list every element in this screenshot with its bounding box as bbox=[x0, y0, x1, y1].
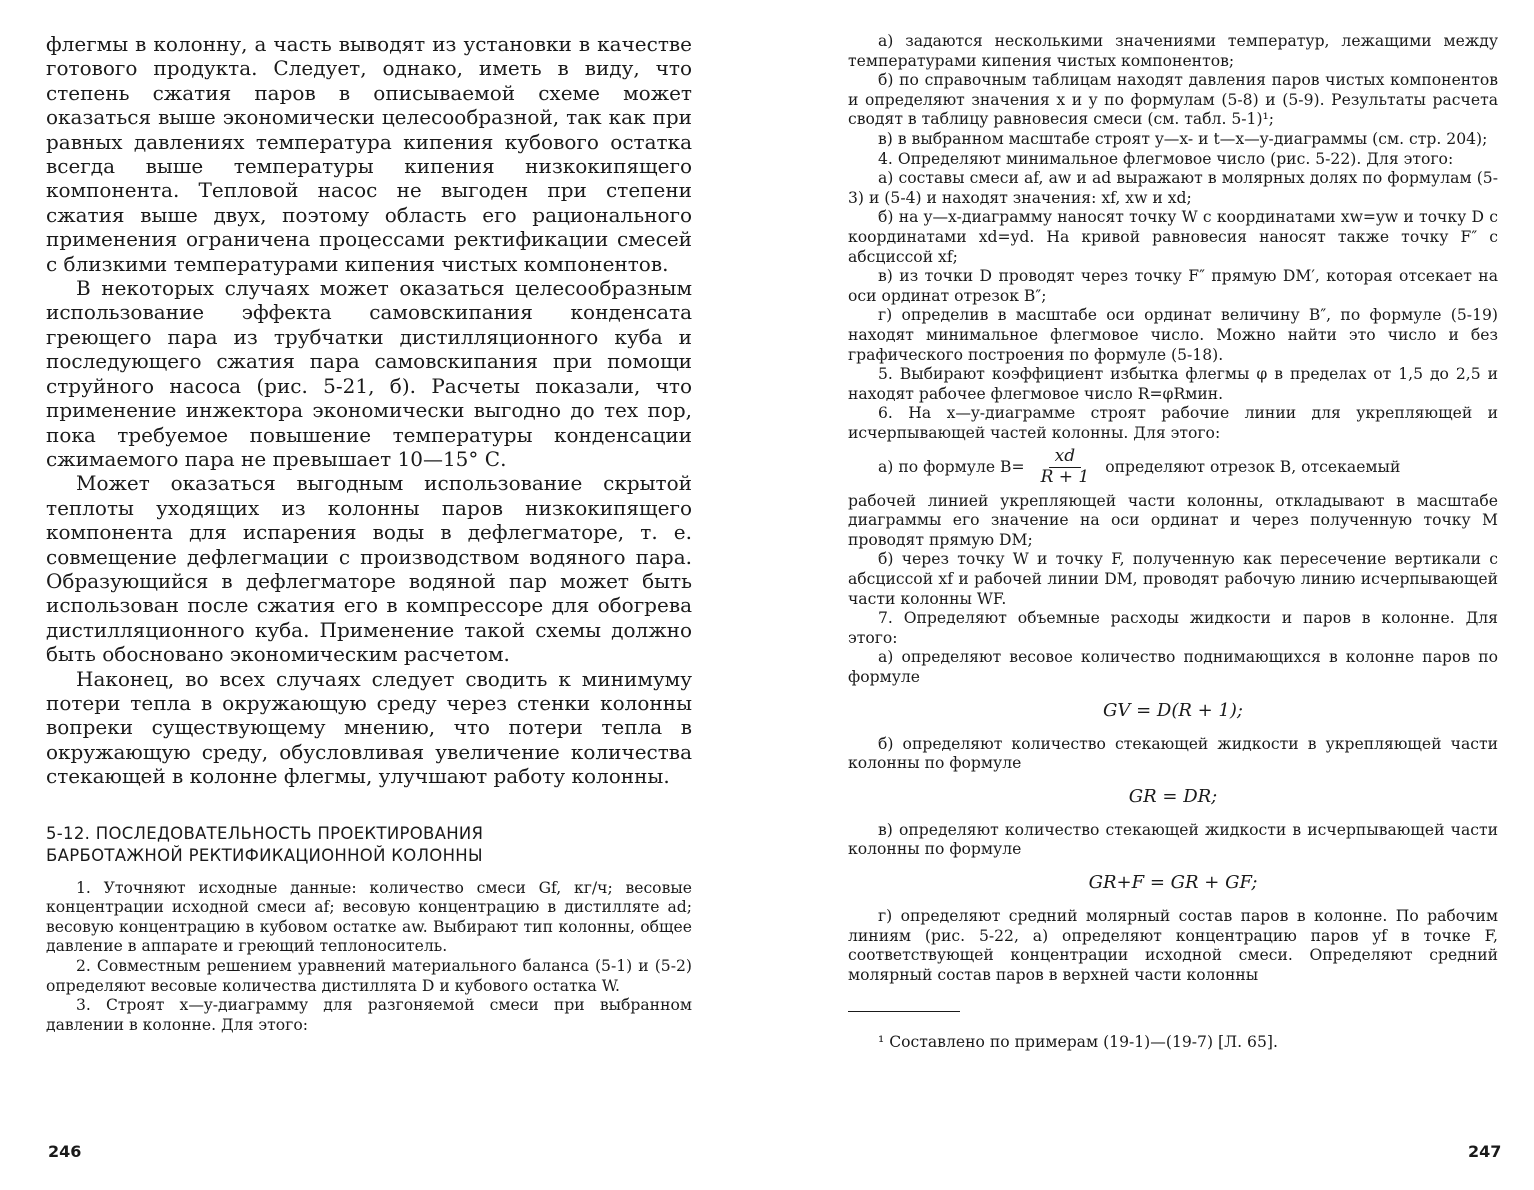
paragraph: Может оказаться выгодным использование скрытой теплоты уходящих из колонны паров низкокипящего компонента для испарения воды в дефлегматоре, т. е. совмещение дефлегмации с производством водяного пара. Образующийся в дефлегматоре водяной пар может быть использован после сжатия его в компрессоре для обогрева дистилляционного куба. Применение такой схемы должно быть обосновано экономическим расчетом. bbox=[46, 471, 692, 667]
page-number-left: 246 bbox=[48, 1142, 82, 1161]
paragraph: флегмы в колонну, а часть выводят из установки в качестве готового продукта. Следует, однако, иметь в виду, что степень сжатия паров в описываемой схеме может оказаться выше экономически целесообразной, так как при равных давлениях температура кипения кубового остатка всегда выше температуры кипения низкокипящего компонента. Тепловой насос не выгоден при степени сжатия выше двух, поэтому область его рационального применения ограничена процессами ректификации смесей с близкими температурами кипения чистых компонентов. bbox=[46, 32, 692, 276]
right-body-block-5 bbox=[848, 907, 1498, 985]
left-body-text bbox=[46, 32, 692, 789]
formula-b-line bbox=[848, 447, 1498, 487]
section-title-line: БАРБОТАЖНОЙ РЕКТИФИКАЦИОННОЙ КОЛОННЫ bbox=[46, 845, 483, 865]
paragraph: а) составы смеси af, aw и ad выражают в молярных долях по формулам (5-3) и (5-4) и находят значения: xf, xw и xd; bbox=[848, 169, 1498, 207]
formula-grf: GR+F = GR + GF; bbox=[1088, 871, 1258, 893]
paragraph: рабочей линией укрепляющей части колонны, откладывают в масштабе диаграммы его значение на оси ординат и через полученную точку M проводят прямую DM; bbox=[848, 491, 1498, 549]
paragraph: 6. На x—y-диаграмме строят рабочие линии для укрепляющей и исчерпывающей частей колонны. Для этого: bbox=[848, 404, 1498, 442]
section-title bbox=[46, 823, 692, 867]
right-body-block-4 bbox=[848, 821, 1498, 860]
formula-gv: GV = D(R + 1); bbox=[1103, 699, 1243, 721]
formula-b-suffix: определяют отрезок B, отсекаемый bbox=[1105, 457, 1401, 476]
paragraph: в) из точки D проводят через точку F″ прямую DM′, которая отсекает на оси ординат отрезок B″; bbox=[848, 267, 1498, 305]
steps-list bbox=[46, 879, 692, 1036]
paragraph: а) задаются несколькими значениями температур, лежащими между температурами кипения чистых компонентов; bbox=[848, 32, 1498, 70]
paragraph: 7. Определяют объемные расходы жидкости и паров в колонне. Для этого: bbox=[848, 609, 1498, 647]
formula-b-fraction bbox=[1035, 447, 1096, 487]
paragraph: б) через точку W и точку F, полученную как пересечение вертикали с абсциссой xf и рабочей линии DM, проводят рабочую линию исчерпывающей части колонны WF. bbox=[848, 550, 1498, 608]
paragraph: а) определяют весовое количество поднимающихся в колонне паров по формуле bbox=[848, 648, 1498, 686]
section-title-line: 5-12. ПОСЛЕДОВАТЕЛЬНОСТЬ ПРОЕКТИРОВАНИЯ bbox=[46, 823, 484, 843]
footnote-divider bbox=[848, 1011, 960, 1012]
paragraph: г) определив в масштабе оси ординат величину B″, по формуле (5-19) находят минимальное флегмовое число. Можно найти это число и без графического построения по формуле (5-18). bbox=[848, 306, 1498, 364]
paragraph: в) в выбранном масштабе строят y—x- и t—x—y-диаграммы (см. стр. 204); bbox=[878, 129, 1488, 148]
formula-b-denominator: R + 1 bbox=[1040, 467, 1090, 488]
paragraph: б) по справочным таблицам находят давления паров чистых компонентов и определяют значения x и y по формулам (5-8) и (5-9). Результаты расчета сводят в таблицу равновесия смеси (см. табл. 5-1)¹; bbox=[848, 71, 1498, 129]
right-page bbox=[848, 32, 1498, 1052]
paragraph: В некоторых случаях может оказаться целесообразным использование эффекта самовскипания конденсата греющего пара из трубчатки дистилляционного куба и последующего сжатия пара самовскипания при помощи струйного насоса (рис. 5-21, б). Расчеты показали, что применение инжектора экономически выгодно до тех пор, пока требуемое повышение температуры конденсации сжимаемого пара не превышает 10—15° С. bbox=[46, 276, 692, 471]
paragraph: Наконец, во всех случаях следует сводить к минимуму потери тепла в окружающую среду через стенки колонны вопреки существующему мнению, что потери тепла в окружающую среду, обусловливая увеличение количества стекающей в колонне флегмы, улучшают работу колонны. bbox=[46, 666, 692, 789]
right-body-block-1 bbox=[848, 32, 1498, 443]
right-body-block-2 bbox=[848, 492, 1498, 688]
paragraph: б) определяют количество стекающей жидкости в укрепляющей части колонны по формуле bbox=[848, 734, 1498, 773]
step-item: 1. Уточняют исходные данные: количество смеси Gf, кг/ч; весовые концентрации исходной смеси af; весовую концентрацию в дистилляте ad; весовую концентрацию в кубовом остатке aw. Выбирают тип колонны, общее давление в аппарате и греющий теплоноситель. bbox=[46, 878, 692, 956]
step-item: 2. Совместным решением уравнений материального баланса (5-1) и (5-2) определяют весовые количества дистиллята D и кубового остатка W. bbox=[46, 956, 692, 995]
footnote: ¹ Составлено по примерам (19-1)—(19-7) [Л. 65]. bbox=[878, 1033, 1278, 1052]
paragraph: г) определяют средний молярный состав паров в колонне. По рабочим линиям (рис. 5-22, а) определяют концентрацию паров yf в точке F, соответствующей концентрации исходной смеси. Определяют средний молярный состав паров в верхней части колонны bbox=[848, 906, 1498, 984]
paragraph: б) на y—x-диаграмму наносят точку W с координатами xw=yw и точку D с координатами xd=yd. На кривой равновесия наносят также точку F″ с абсциссой xf; bbox=[848, 208, 1498, 266]
paragraph: 4. Определяют минимальное флегмовое число (рис. 5-22). Для этого: bbox=[878, 149, 1454, 168]
formula-b-prefix: а) по формуле B= bbox=[878, 457, 1025, 476]
formula-gr: GR = DR; bbox=[1128, 785, 1218, 807]
paragraph: 5. Выбирают коэффициент избытка флегмы φ в пределах от 1,5 до 2,5 и находят рабочее флегмовое число R=φRмин. bbox=[848, 365, 1498, 403]
page-number-right: 247 bbox=[1468, 1142, 1502, 1161]
left-page bbox=[46, 32, 692, 1035]
right-body-block-3 bbox=[848, 735, 1498, 774]
formula-b-numerator: xd bbox=[1049, 447, 1081, 468]
step-item: 3. Строят x—y-диаграмму для разгоняемой смеси при выбранном давлении в колонне. Для этого: bbox=[46, 996, 692, 1034]
paragraph: в) определяют количество стекающей жидкости в исчерпывающей части колонны по формуле bbox=[848, 820, 1498, 859]
